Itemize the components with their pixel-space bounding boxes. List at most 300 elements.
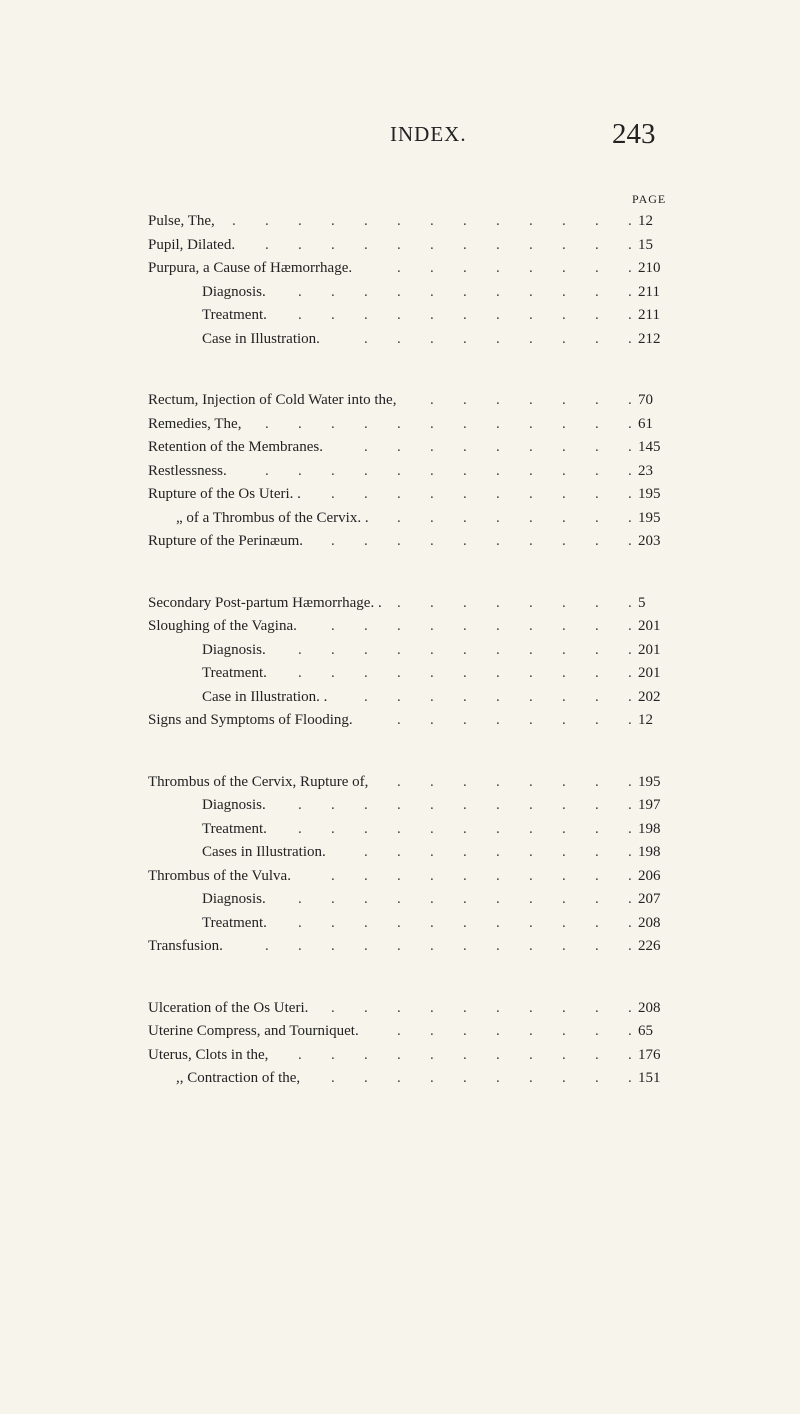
leader-dot: .	[628, 486, 632, 502]
leader-dot: .	[331, 938, 335, 954]
index-entry	[0, 793, 800, 817]
entry-text: Treatment.	[202, 914, 267, 931]
leader-dot: .	[496, 283, 500, 300]
leader-dot: .	[529, 330, 533, 347]
leader-dot: .	[397, 641, 401, 658]
leader-dot: .	[364, 797, 368, 813]
entry-text: Remedies, The,	[148, 415, 242, 432]
entry-page-number: 176	[638, 1046, 661, 1063]
index-entry	[0, 614, 800, 638]
leader-dot: .	[628, 712, 632, 728]
leader-dot: .	[430, 999, 434, 1016]
leader-dot: .	[529, 213, 533, 229]
leader-dot: .	[430, 509, 434, 526]
leader-dot: .	[529, 820, 533, 837]
leader-dot: .	[496, 533, 500, 549]
index-entry	[0, 506, 800, 530]
leader-dot: .	[529, 533, 533, 549]
leader-dot: .	[298, 797, 302, 813]
leader-dot: .	[595, 415, 599, 432]
leader-dot: .	[562, 283, 566, 300]
leader-dot: .	[397, 307, 401, 323]
leader-dot: .	[628, 688, 632, 705]
entry-text: Rupture of the Os Uteri. .	[148, 486, 301, 502]
index-entry	[0, 996, 800, 1020]
leader-dot: .	[628, 773, 632, 790]
leader-dot: .	[628, 330, 632, 347]
leader-dot: .	[265, 415, 269, 432]
leader-dot: .	[265, 938, 269, 954]
leader-dot: .	[628, 415, 632, 432]
entry-page-number: 12	[638, 213, 653, 229]
entry-page-number: 15	[638, 236, 653, 253]
index-entry	[0, 1066, 800, 1090]
leader-dot: .	[463, 867, 467, 884]
leader-dot: .	[529, 486, 533, 502]
leader-dot: .	[628, 844, 632, 860]
leader-dot: .	[628, 213, 632, 229]
index-entry	[0, 1019, 800, 1043]
leader-dot: .	[529, 509, 533, 526]
leader-dot: .	[496, 260, 500, 276]
leader-dot: .	[496, 797, 500, 813]
entry-text: ,, Contraction of the,	[176, 1070, 301, 1086]
entry-text: Treatment.	[202, 307, 267, 323]
leader-dot: .	[562, 533, 566, 549]
leader-dot: .	[595, 1046, 599, 1063]
entry-text: Rupture of the Perinæum.	[148, 533, 303, 549]
leader-dot: .	[562, 891, 566, 907]
leader-dot: .	[430, 820, 434, 837]
leader-dot: .	[529, 891, 533, 907]
leader-dot: .	[562, 307, 566, 323]
leader-dot: .	[463, 415, 467, 432]
index-entry	[0, 661, 800, 685]
entry-page-number: 145	[638, 439, 661, 455]
leader-dot: .	[463, 820, 467, 837]
leader-dot: .	[397, 439, 401, 455]
leader-dot: .	[364, 307, 368, 323]
leader-dot: .	[397, 330, 401, 347]
leader-dot: .	[463, 891, 467, 907]
leader-dot: .	[562, 820, 566, 837]
index-entry	[0, 529, 800, 553]
entry-text: Pupil, Dilated.	[148, 236, 236, 253]
leader-dot: .	[595, 330, 599, 347]
index-entry	[0, 817, 800, 841]
leader-dot: .	[430, 213, 434, 229]
leader-dot: .	[364, 1070, 368, 1086]
entry-page-number: 201	[638, 665, 661, 681]
leader-dot: .	[463, 594, 467, 611]
entry-text: Secondary Post-partum Hæmorrhage. .	[148, 594, 382, 611]
leader-dot: .	[562, 260, 566, 276]
leader-dot: .	[364, 914, 368, 931]
entry-page-number: 12	[638, 712, 653, 728]
leader-dot: .	[595, 844, 599, 860]
leader-dot: .	[496, 618, 500, 634]
entry-text: Diagnosis.	[202, 797, 266, 813]
leader-dot: .	[430, 797, 434, 813]
leader-dot: .	[496, 1070, 500, 1086]
leader-dot: .	[529, 283, 533, 300]
leader-dot: .	[397, 594, 401, 611]
leader-dot: .	[331, 665, 335, 681]
entry-text: Case in Illustration. .	[202, 688, 328, 705]
leader-dot: .	[496, 820, 500, 837]
index-entry	[0, 209, 800, 233]
leader-dot: .	[529, 999, 533, 1016]
leader-dot: .	[595, 260, 599, 276]
leader-dot: .	[562, 415, 566, 432]
leader-dot: .	[595, 236, 599, 253]
leader-dot: .	[529, 773, 533, 790]
leader-dot: .	[562, 236, 566, 253]
leader-dot: .	[529, 938, 533, 954]
leader-dot: .	[463, 773, 467, 790]
entry-text: Uterine Compress, and Tourniquet.	[148, 1023, 359, 1039]
leader-dot: .	[496, 999, 500, 1016]
leader-dot: .	[463, 439, 467, 455]
leader-dot: .	[529, 1046, 533, 1063]
index-entry	[0, 1043, 800, 1067]
entry-page-number: 198	[638, 844, 661, 860]
leader-dot: .	[463, 533, 467, 549]
entry-page-number: 210	[638, 260, 661, 276]
leader-dot: .	[430, 594, 434, 611]
leader-dot: .	[331, 1046, 335, 1063]
leader-dot: .	[496, 641, 500, 658]
leader-dot: .	[430, 486, 434, 502]
leader-dot: .	[529, 392, 533, 408]
leader-dot: .	[397, 1023, 401, 1039]
leader-dot: .	[331, 820, 335, 837]
entry-page-number: 211	[638, 283, 660, 300]
leader-dot: .	[529, 618, 533, 634]
leader-dot: .	[298, 641, 302, 658]
leader-dot: .	[595, 462, 599, 479]
leader-dot: .	[595, 665, 599, 681]
leader-dot: .	[430, 307, 434, 323]
leader-dot: .	[265, 462, 269, 479]
entry-page-number: 208	[638, 914, 661, 931]
leader-dot: .	[430, 844, 434, 860]
leader-dot: .	[463, 330, 467, 347]
leader-dot: .	[562, 594, 566, 611]
leader-dot: .	[364, 213, 368, 229]
entry-page-number: 198	[638, 820, 661, 837]
leader-dot: .	[298, 462, 302, 479]
leader-dot: .	[529, 415, 533, 432]
index-entry	[0, 280, 800, 304]
leader-dot: .	[364, 891, 368, 907]
leader-dot: .	[298, 236, 302, 253]
leader-dot: .	[430, 773, 434, 790]
entry-page-number: 208	[638, 999, 661, 1016]
leader-dot: .	[529, 1070, 533, 1086]
leader-dot: .	[595, 820, 599, 837]
leader-dot: .	[496, 415, 500, 432]
leader-dot: .	[463, 236, 467, 253]
leader-dot: .	[430, 330, 434, 347]
leader-dot: .	[364, 641, 368, 658]
leader-dot: .	[430, 867, 434, 884]
leader-dot: .	[397, 1070, 401, 1086]
entry-text: Ulceration of the Os Uteri.	[148, 999, 309, 1016]
leader-dot: .	[595, 999, 599, 1016]
leader-dot: .	[628, 641, 632, 658]
leader-dot: .	[529, 236, 533, 253]
leader-dot: .	[628, 1046, 632, 1063]
leader-dot: .	[529, 307, 533, 323]
leader-dot: .	[562, 938, 566, 954]
leader-dot: .	[430, 283, 434, 300]
index-entry	[0, 685, 800, 709]
leader-dot: .	[628, 392, 632, 408]
leader-dot: .	[529, 439, 533, 455]
leader-dot: .	[463, 1023, 467, 1039]
leader-dot: .	[562, 641, 566, 658]
leader-dot: .	[628, 283, 632, 300]
index-entry	[0, 233, 800, 257]
leader-dot: .	[397, 712, 401, 728]
entry-page-number: 207	[638, 891, 661, 907]
leader-dot: .	[430, 260, 434, 276]
leader-dot: .	[331, 797, 335, 813]
leader-dot: .	[397, 844, 401, 860]
leader-dot: .	[331, 641, 335, 658]
leader-dot: .	[463, 509, 467, 526]
leader-dot: .	[595, 509, 599, 526]
leader-dot: .	[397, 509, 401, 526]
leader-dot: .	[331, 236, 335, 253]
leader-dot: .	[331, 486, 335, 502]
leader-dot: .	[463, 260, 467, 276]
entry-page-number: 61	[638, 415, 653, 432]
leader-dot: .	[529, 688, 533, 705]
entry-text: Sloughing of the Vagina.	[148, 618, 297, 634]
leader-dot: .	[595, 439, 599, 455]
leader-dot: .	[430, 533, 434, 549]
leader-dot: .	[430, 938, 434, 954]
leader-dot: .	[331, 999, 335, 1016]
page-column-label: PAGE	[632, 192, 667, 206]
leader-dot: .	[529, 1023, 533, 1039]
index-entry	[0, 435, 800, 459]
index-entry	[0, 911, 800, 935]
leader-dot: .	[496, 594, 500, 611]
leader-dot: .	[430, 891, 434, 907]
index-entry	[0, 459, 800, 483]
page-header	[0, 118, 800, 158]
leader-dot: .	[496, 1046, 500, 1063]
leader-dot: .	[430, 618, 434, 634]
leader-dot: .	[628, 533, 632, 549]
leader-dot: .	[397, 462, 401, 479]
index-entry	[0, 591, 800, 615]
entry-text: Diagnosis.	[202, 283, 266, 300]
leader-dot: .	[430, 1070, 434, 1086]
leader-dot: .	[397, 891, 401, 907]
leader-dot: .	[364, 938, 368, 954]
entry-text: Retention of the Membranes.	[148, 439, 323, 455]
leader-dot: .	[562, 330, 566, 347]
leader-dot: .	[628, 618, 632, 634]
leader-dot: .	[463, 688, 467, 705]
entry-text: Thrombus of the Vulva.	[148, 867, 291, 884]
leader-dot: .	[430, 1023, 434, 1039]
leader-dot: .	[562, 914, 566, 931]
leader-dot: .	[595, 213, 599, 229]
leader-dot: .	[463, 307, 467, 323]
leader-dot: .	[628, 594, 632, 611]
leader-dot: .	[265, 236, 269, 253]
index-entry	[0, 388, 800, 412]
leader-dot: .	[496, 392, 500, 408]
leader-dot: .	[364, 462, 368, 479]
leader-dot: .	[496, 439, 500, 455]
entry-page-number: 70	[638, 392, 653, 408]
leader-dot: .	[298, 213, 302, 229]
leader-dot: .	[397, 938, 401, 954]
leader-dot: .	[397, 688, 401, 705]
entry-text: Case in Illustration.	[202, 330, 320, 347]
leader-dot: .	[364, 820, 368, 837]
leader-dot: .	[364, 844, 368, 860]
leader-dot: .	[364, 486, 368, 502]
leader-dot: .	[562, 486, 566, 502]
leader-dot: .	[628, 462, 632, 479]
leader-dot: .	[628, 509, 632, 526]
leader-dot: .	[463, 213, 467, 229]
leader-dot: .	[628, 307, 632, 323]
leader-dot: .	[529, 914, 533, 931]
leader-dot: .	[496, 867, 500, 884]
leader-dot: .	[298, 307, 302, 323]
leader-dot: .	[430, 439, 434, 455]
leader-dot: .	[595, 938, 599, 954]
leader-dot: .	[331, 283, 335, 300]
leader-dot: .	[595, 867, 599, 884]
entry-text: Treatment.	[202, 820, 267, 837]
leader-dot: .	[463, 618, 467, 634]
entry-text: Uterus, Clots in the,	[148, 1046, 269, 1063]
leader-dot: .	[463, 462, 467, 479]
leader-dot: .	[496, 1023, 500, 1039]
leader-dot: .	[562, 773, 566, 790]
leader-dot: .	[595, 392, 599, 408]
leader-dot: .	[331, 867, 335, 884]
leader-dot: .	[463, 665, 467, 681]
leader-dot: .	[430, 415, 434, 432]
leader-dot: .	[496, 330, 500, 347]
leader-dot: .	[496, 891, 500, 907]
leader-dot: .	[628, 236, 632, 253]
index-entry	[0, 256, 800, 280]
entry-text: Signs and Symptoms of Flooding.	[148, 712, 353, 728]
leader-dot: .	[364, 999, 368, 1016]
leader-dot: .	[463, 712, 467, 728]
leader-dot: .	[364, 439, 368, 455]
leader-dot: .	[298, 1046, 302, 1063]
leader-dot: .	[397, 820, 401, 837]
leader-dot: .	[496, 307, 500, 323]
entry-page-number: 212	[638, 330, 661, 347]
index-entry	[0, 327, 800, 351]
leader-dot: .	[628, 665, 632, 681]
index-entry	[0, 887, 800, 911]
leader-dot: .	[331, 914, 335, 931]
entry-page-number: 201	[638, 641, 661, 658]
leader-dot: .	[463, 938, 467, 954]
leader-dot: .	[595, 1023, 599, 1039]
leader-dot: .	[562, 1070, 566, 1086]
leader-dot: .	[496, 509, 500, 526]
leader-dot: .	[364, 415, 368, 432]
leader-dot: .	[529, 641, 533, 658]
entry-page-number: 65	[638, 1023, 653, 1039]
leader-dot: .	[430, 236, 434, 253]
entry-page-number: 211	[638, 307, 660, 323]
leader-dot: .	[298, 938, 302, 954]
leader-dot: .	[397, 1046, 401, 1063]
entry-text: Diagnosis.	[202, 641, 266, 658]
leader-dot: .	[595, 618, 599, 634]
leader-dot: .	[298, 891, 302, 907]
leader-dot: .	[331, 213, 335, 229]
index-entry	[0, 412, 800, 436]
leader-dot: .	[397, 236, 401, 253]
leader-dot: .	[628, 1023, 632, 1039]
leader-dot: .	[628, 439, 632, 455]
entry-page-number: 195	[638, 509, 661, 526]
leader-dot: .	[331, 307, 335, 323]
leader-dot: .	[463, 486, 467, 502]
leader-dot: .	[529, 844, 533, 860]
leader-dot: .	[628, 914, 632, 931]
leader-dot: .	[430, 688, 434, 705]
leader-dot: .	[628, 820, 632, 837]
leader-dot: .	[562, 665, 566, 681]
leader-dot: .	[562, 999, 566, 1016]
leader-dot: .	[364, 867, 368, 884]
leader-dot: .	[496, 665, 500, 681]
leader-dot: .	[397, 999, 401, 1016]
entry-text: Pulse, The,	[148, 213, 215, 229]
leader-dot: .	[331, 415, 335, 432]
leader-dot: .	[430, 665, 434, 681]
leader-dot: .	[430, 392, 434, 408]
leader-dot: .	[529, 260, 533, 276]
leader-dot: .	[331, 1070, 335, 1086]
leader-dot: .	[529, 712, 533, 728]
leader-dot: .	[628, 1070, 632, 1086]
leader-dot: .	[364, 330, 368, 347]
leader-dot: .	[463, 1046, 467, 1063]
leader-dot: .	[430, 712, 434, 728]
index-entry	[0, 770, 800, 794]
leader-dot: .	[595, 533, 599, 549]
leader-dot: .	[496, 462, 500, 479]
entry-page-number: 202	[638, 688, 661, 705]
entry-text: Restlessness.	[148, 462, 227, 479]
leader-dot: .	[364, 688, 368, 705]
leader-dot: .	[397, 665, 401, 681]
leader-dot: .	[364, 618, 368, 634]
leader-dot: .	[364, 533, 368, 549]
leader-dot: .	[496, 712, 500, 728]
leader-dot: .	[298, 283, 302, 300]
